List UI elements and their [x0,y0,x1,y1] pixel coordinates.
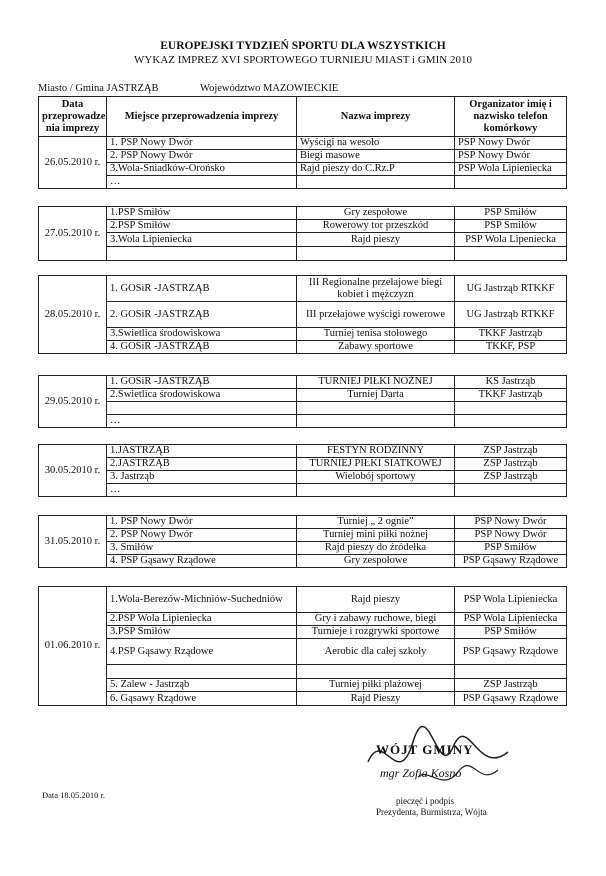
event-organizer: TKKF Jastrząb [455,389,567,402]
event-name: Gry zespołowe [297,207,455,220]
event-name [297,665,455,679]
event-place: … [107,484,297,497]
event-place: 3. Śmiłów [107,542,297,555]
event-name: Biegi masowe [297,150,455,163]
table-row [39,276,567,302]
event-place: … [107,415,297,428]
table-row [39,665,567,679]
event-place: 1.PSP Śmiłów [107,207,297,220]
event-name: Turniej tenisa stołowego [297,328,455,341]
event-name: Turnieje i rozgrywki sportowe [297,626,455,639]
event-organizer: ZSP Jastrząb [455,458,567,471]
event-organizer [455,484,567,497]
event-organizer [455,176,567,189]
col-date: Data przeprowadze nia imprezy [39,97,107,137]
table-row [39,626,567,639]
event-place: 1.Wola-Berezów-Michniów-Suchedniów [107,587,297,613]
event-block [38,586,567,706]
event-organizer: PSP Wola Lipieniecka [455,613,567,626]
event-name: III przełajowe wyścigi rowerowe [297,302,455,328]
event-name: Zabawy sportowe [297,341,455,354]
event-name [297,402,455,415]
event-organizer: TKKF, PSP [455,341,567,354]
col-name: Nazwa imprezy [297,97,455,137]
event-place: 3.Wola Lipieniecka [107,233,297,247]
event-place: 2.JASTRZĄB [107,458,297,471]
event-organizer [455,402,567,415]
event-name: Rowerowy tor przeszkód [297,220,455,233]
table-row [39,639,567,665]
event-place: 2. GOSiR -JASTRZĄB [107,302,297,328]
event-place: 4. GOSiR -JASTRZĄB [107,341,297,354]
table-row [39,207,567,220]
event-organizer [455,665,567,679]
event-organizer: TKKF Jastrząb [455,328,567,341]
event-organizer: PSP Śmiłów [455,626,567,639]
table-row [39,458,567,471]
event-name: Gry i zabawy ruchowe, biegi [297,613,455,626]
document-date: Data 18.05.2010 r. [42,790,106,800]
col-organizer: Organizator imię i nazwisko telefon komórkowy [455,97,567,137]
event-organizer: ZSP Jastrząb [455,679,567,692]
event-place [107,247,297,261]
event-name: Turniej Darta [297,389,455,402]
event-place: 3.Świetlica środowiskowa [107,328,297,341]
event-place: 2.PSP Wola Lipieniecka [107,613,297,626]
event-place: 2.Świetlica środowiskowa [107,389,297,402]
table-row [39,613,567,626]
event-block [38,515,567,568]
event-organizer: PSP Wola Lipieniecka [455,163,567,176]
table-row [39,176,567,189]
signature-stamp [358,722,528,802]
event-organizer: PSP Śmiłów [455,542,567,555]
event-organizer: PSP Gąsawy Rządowe [455,555,567,568]
table-row [39,679,567,692]
document-subtitle: WYKAZ IMPREZ XVI SPORTOWEGO TURNIEJU MIAST i GMIN 2010 [134,54,472,66]
event-place: 4.PSP Gąsawy Rządowe [107,639,297,665]
event-organizer [455,415,567,428]
event-name [297,484,455,497]
table-row [39,341,567,354]
event-organizer: UG Jastrząb RTKKF [455,302,567,328]
table-row [39,220,567,233]
table-row [39,233,567,247]
event-place: 2. PSP Nowy Dwór [107,529,297,542]
event-block [38,136,567,189]
event-place: 1. PSP Nowy Dwór [107,516,297,529]
event-organizer: KS Jastrząb [455,376,567,389]
table-row [39,529,567,542]
event-name: Aerobic dla całej szkoły [297,639,455,665]
table-row [39,542,567,555]
event-place: 1. GOSiR -JASTRZĄB [107,376,297,389]
event-place: … [107,176,297,189]
event-name: Gry zespołowe [297,555,455,568]
event-name: Rajd pieszy [297,587,455,613]
event-place [107,402,297,415]
event-place: 5. Zalew - Jastrząb [107,679,297,692]
table-row [39,516,567,529]
table-row [39,163,567,176]
event-place: 4. PSP Gąsawy Rządowe [107,555,297,568]
event-name [297,247,455,261]
event-date: 30.05.2010 r. [39,445,107,497]
table-row [39,376,567,389]
signature-caption-2: Prezydenta, Burmistrza, Wójta [376,807,487,817]
event-place [107,665,297,679]
event-block [38,375,567,428]
table-row [39,402,567,415]
event-name: TURNIEJ PIŁKI SIATKOWEJ [297,458,455,471]
document-title: EUROPEJSKI TYDZIEŃ SPORTU DLA WSZYSTKICH [160,40,446,52]
event-place: 6. Gąsawy Rządowe [107,692,297,706]
event-place: 2.PSP Śmiłów [107,220,297,233]
event-organizer: ZSP Jastrząb [455,471,567,484]
event-name: Wielobój sportowy [297,471,455,484]
table-row [39,137,567,150]
event-name: Turniej mini piłki nożnej [297,529,455,542]
event-place: 1. GOSiR -JASTRZĄB [107,276,297,302]
event-block [38,275,567,354]
event-name: III Regionalne przełajowe biegi kobiet i mężczyzn [297,276,455,302]
table-row [39,555,567,568]
event-name: Rajd pieszy do źródełka [297,542,455,555]
table-row [39,389,567,402]
event-name: Rajd pieszy do C.Rz.P [297,163,455,176]
stamp-text: WÓJT GMINY [376,742,474,757]
event-organizer: PSP Nowy Dwór [455,150,567,163]
event-name: Rajd pieszy [297,233,455,247]
table-row [39,328,567,341]
event-place: 2. PSP Nowy Dwór [107,150,297,163]
event-name [297,415,455,428]
table-row [39,247,567,261]
table-row [39,692,567,706]
col-place: Miejsce przeprowadzenia imprezy [107,97,297,137]
region-label: Województwo MAZOWIECKIE [200,83,339,94]
event-organizer: PSP Nowy Dwór [455,529,567,542]
event-date: 26.05.2010 r. [39,137,107,189]
table-row [39,302,567,328]
event-name: Turniej „ 2 ognie” [297,516,455,529]
event-name: Wyścigi na wesoło [297,137,455,150]
event-organizer: ZSP Jastrząb [455,445,567,458]
table-row [39,587,567,613]
event-organizer: UG Jastrząb RTKKF [455,276,567,302]
table-row [39,445,567,458]
event-place: 3.PSP Śmiłów [107,626,297,639]
event-place: 1. PSP Nowy Dwór [107,137,297,150]
event-place: 3.Wola-Śniadków-Orońsko [107,163,297,176]
event-block [38,444,567,497]
event-date: 28.05.2010 r. [39,276,107,354]
event-date: 29.05.2010 r. [39,376,107,428]
table-row [39,471,567,484]
table-row [39,150,567,163]
event-date: 31.05.2010 r. [39,516,107,568]
event-organizer: PSP Gąsawy Rządowe [455,692,567,706]
event-organizer: PSP Gąsawy Rządowe [455,639,567,665]
table-row [39,415,567,428]
event-name: TURNIEJ PIŁKI NOŻNEJ [297,376,455,389]
event-organizer: PSP Nowy Dwór [455,137,567,150]
event-name: Rajd Pieszy [297,692,455,706]
event-name: FESTYN RODZINNY [297,445,455,458]
table-row [39,484,567,497]
location-label: Miasto / Gmina JASTRZĄB [38,83,159,94]
event-date: 27.05.2010 r. [39,207,107,261]
event-place: 3. Jastrząb [107,471,297,484]
event-organizer: PSP Wola Lipeniecka [455,233,567,247]
signer-name: mgr Zofia Kosno [380,766,462,780]
event-date: 01.06.2010 r. [39,587,107,706]
event-block [38,206,567,261]
event-organizer: PSP Wola Lipienieckа [455,587,567,613]
event-name [297,176,455,189]
event-organizer [455,247,567,261]
event-organizer: PSP Nowy Dwór [455,516,567,529]
table-header [38,96,567,137]
event-place: 1.JASTRZĄB [107,445,297,458]
event-organizer: PSP Śmiłów [455,207,567,220]
event-organizer: PSP Śmiłów [455,220,567,233]
event-name: Turniej piłki plażowej [297,679,455,692]
signature-caption-1: pieczęć i podpis [396,796,454,806]
